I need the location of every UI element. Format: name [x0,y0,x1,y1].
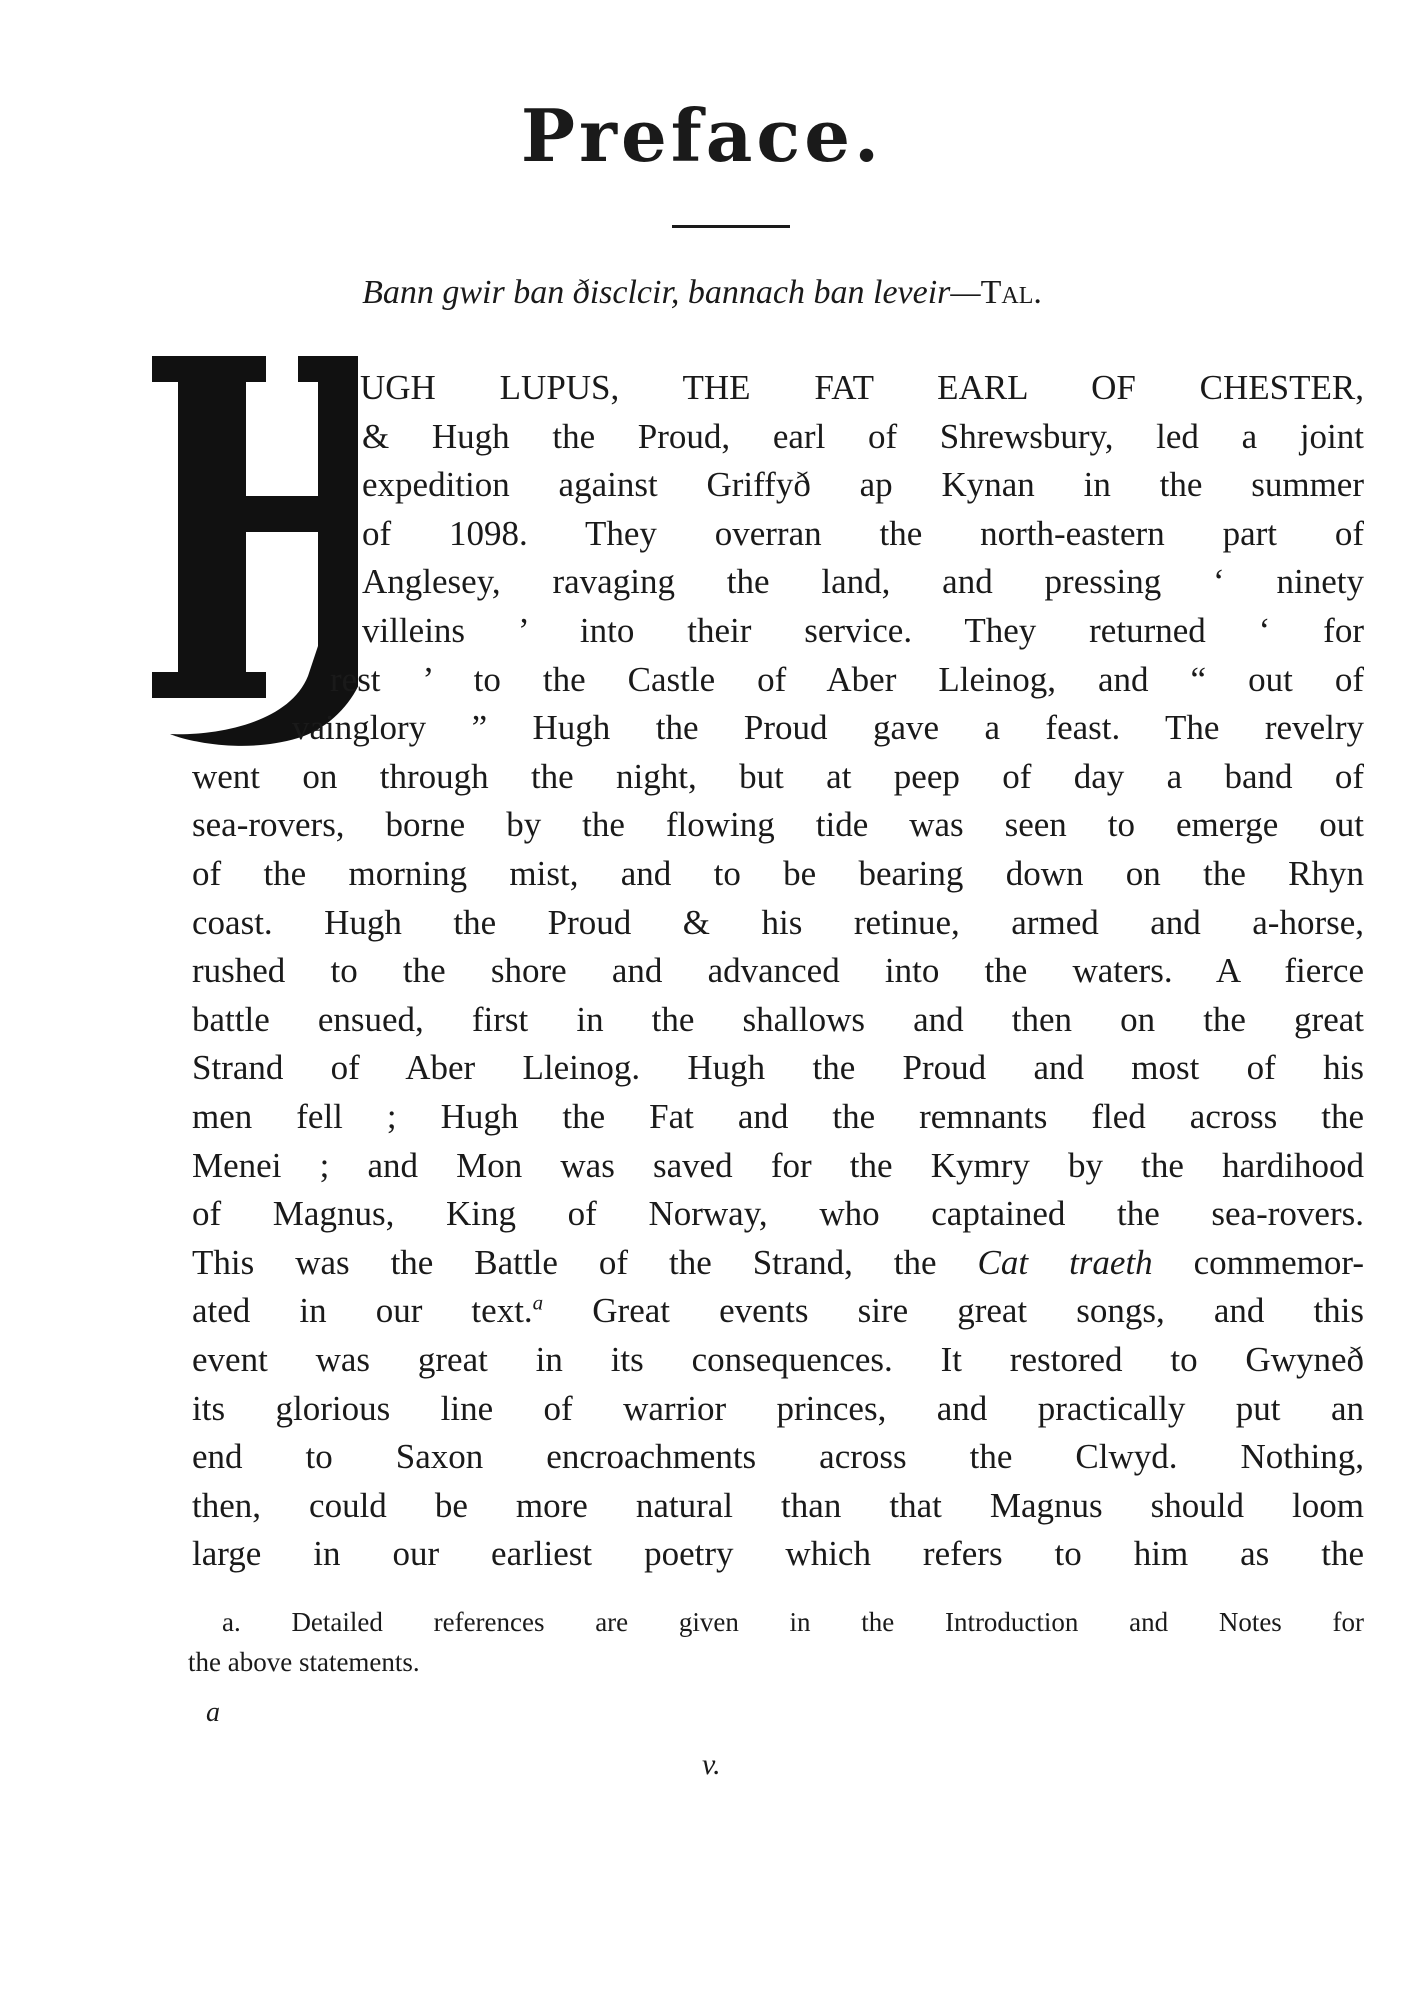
body-line: Menei ; and Mon was saved for the Kymry by the hardihood [192,1145,1364,1185]
signature-mark: a [206,1697,220,1728]
body-line: end to Saxon encroachments across the Clwyd. Nothing, [192,1437,1364,1477]
body-line: & Hugh the Proud, earl of Shrewsbury, led a joint [362,416,1364,456]
body-line: went on through the night, but at peep of day a band of [192,756,1364,796]
body-line: men fell ; Hugh the Fat and the remnants fled across the [192,1097,1364,1136]
epigraph-text: Bann gwir ban ðisclcir, bannach ban leveir— [362,274,981,311]
body-line [192,1239,1364,1288]
body-line-tail: commemor- [1193,1242,1364,1282]
body-line: vainglory ” Hugh the Proud gave a feast. The revelry [292,708,1364,748]
body-line: large in our earliest poetry which refers to him as the [192,1534,1364,1574]
title-rule [672,225,790,228]
body-line: of the morning mist, and to be bearing down on the Rhyn [192,854,1364,893]
body-line: expedition against Griffyð ap Kynan in the summer [362,465,1364,505]
footnote-line: the above statements. [188,1647,420,1677]
footnote-marker: a [532,1290,544,1315]
footnote-line: a. Detailed references are given in the Introduction and Notes for [222,1607,1364,1637]
body-line: of Magnus, King of Norway, who captained the sea-rovers. [192,1194,1364,1234]
page-title: Preface. [520,93,884,178]
body-line: rest ’ to the Castle of Aber Lleinog, and “ out of [330,659,1364,699]
body-line: villeins ’ into their service. They returned ‘ for [362,611,1364,650]
page-number: v. [702,1748,721,1781]
body-line [192,1287,1364,1336]
body-line: event was great in its consequences. It restored to Gwyneð [192,1340,1364,1379]
body-line: coast. Hugh the Proud & his retinue, armed and a-horse, [192,902,1364,942]
dropcap-letter [138,346,358,746]
epigraph [0,273,1404,314]
body-line: rushed to the shore and advanced into the waters. A fierce [192,951,1364,991]
body-line: then, could be more natural than that Magnus should loom [192,1485,1364,1525]
body-line-text: ated in our text. [192,1291,533,1331]
body-line-tail: Great events sire great songs, and this [592,1291,1364,1331]
body-line: its glorious line of warrior princes, and practically put an [192,1388,1364,1428]
body-line: Strand of Aber Lleinog. Hugh the Proud and most of his [192,1048,1364,1088]
body-line: Anglesey, ravaging the land, and pressing ‘ ninety [362,562,1364,602]
body-line-text: This was the Battle of the Strand, the [192,1242,937,1282]
epigraph-attribution: Tal. [980,274,1042,311]
body-line: of 1098. They overran the north-eastern part of [362,513,1364,553]
body-line: battle ensued, first in the shallows and then on the great [192,999,1364,1039]
body-line: sea-rovers, borne by the flowing tide was seen to emerge out [192,805,1364,845]
body-line: UGH LUPUS, THE FAT EARL OF CHESTER, [360,368,1364,407]
italic-phrase: Cat traeth [977,1242,1153,1282]
